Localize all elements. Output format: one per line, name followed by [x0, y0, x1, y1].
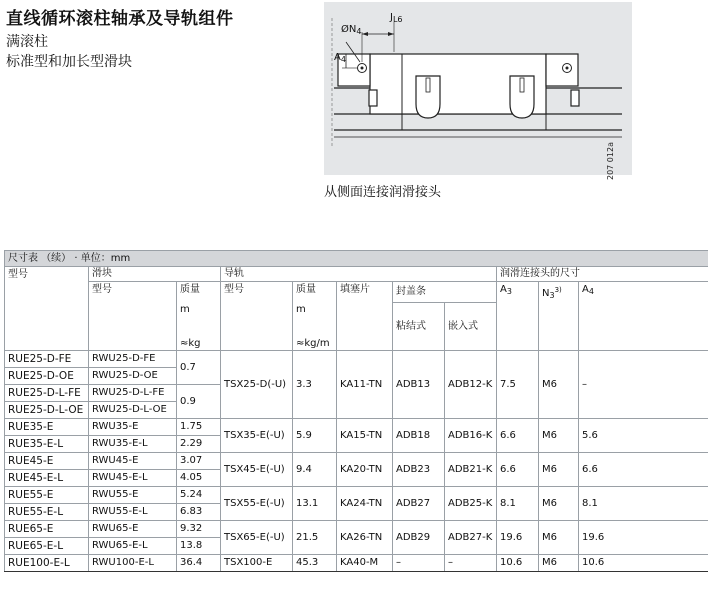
group-cover-adhesive: ADB29 — [393, 521, 445, 555]
group-a4: 6.6 — [579, 453, 708, 487]
group-a3: 6.6 — [497, 419, 539, 453]
group-rail-mass: 3.3 — [293, 351, 337, 419]
header-rail-mass: 质量 m ≈kg/m — [293, 282, 337, 351]
group-cover-embedded: ADB12-K — [445, 351, 497, 419]
header-cover-adhesive: 粘结式 — [393, 303, 445, 351]
group-filler: KA11-TN — [337, 351, 393, 419]
page-title: 直线循环滚柱轴承及导轨组件 — [6, 9, 234, 29]
group-a3: 10.6 — [497, 555, 539, 572]
row-model: RUE45-E — [5, 453, 89, 470]
row-carriage-mass: 6.83 — [177, 504, 221, 521]
group-filler: KA15-TN — [337, 419, 393, 453]
group-a3: 19.6 — [497, 521, 539, 555]
group-cover-adhesive: ADB27 — [393, 487, 445, 521]
header-a3: $A_3$ — [497, 282, 539, 351]
row-carriage: RWU100-E-L — [89, 555, 177, 572]
row-carriage: RWU45-E-L — [89, 470, 177, 487]
row-carriage-mass: 9.32 — [177, 521, 221, 538]
header-cover-strip: 封盖条 — [393, 282, 497, 303]
row-carriage-mass: 4.05 — [177, 470, 221, 487]
group-a4: 10.6 — [579, 555, 708, 572]
row-carriage: RWU25-D-OE — [89, 368, 177, 385]
header-rail: 导轨 — [221, 267, 497, 282]
row-carriage: RWU25-D-L-OE — [89, 402, 177, 419]
group-a3: 7.5 — [497, 351, 539, 419]
header-lube: 润滑连接头的尺寸 — [497, 267, 708, 282]
group-cover-adhesive: – — [393, 555, 445, 572]
group-n3: M6 — [539, 555, 579, 572]
group-rail: TSX55-E(-U) — [221, 487, 293, 521]
group-n3: M6 — [539, 521, 579, 555]
group-n3: M6 — [539, 453, 579, 487]
header-cover-embedded: 嵌入式 — [445, 303, 497, 351]
group-cover-adhesive: ADB13 — [393, 351, 445, 419]
row-carriage-mass: 2.29 — [177, 436, 221, 453]
group-filler: KA24-TN — [337, 487, 393, 521]
page-subtitle-2: 标准型和加长型滑块 — [6, 54, 132, 70]
group-rail: TSX65-E(-U) — [221, 521, 293, 555]
header-n3: $N_3^{3)}$ — [539, 282, 579, 351]
technical-drawing — [324, 2, 632, 175]
row-carriage-mass: 1.75 — [177, 419, 221, 436]
group-a3: 8.1 — [497, 487, 539, 521]
row-carriage-mass: 0.7 — [177, 351, 221, 385]
group-a4: 8.1 — [579, 487, 708, 521]
dim-label-n4: $ØN_4$ — [341, 24, 362, 36]
group-rail-mass: 9.4 — [293, 453, 337, 487]
group-a4: – — [579, 351, 708, 419]
group-n3: M6 — [539, 419, 579, 453]
group-cover-embedded: ADB21-K — [445, 453, 497, 487]
row-carriage-mass: 5.24 — [177, 487, 221, 504]
group-cover-embedded: ADB27-K — [445, 521, 497, 555]
row-model: RUE55-E-L — [5, 504, 89, 521]
row-carriage-mass: 13.8 — [177, 538, 221, 555]
row-model: RUE25-D-FE — [5, 351, 89, 368]
group-cover-embedded: – — [445, 555, 497, 572]
figure-caption: 从侧面连接润滑接头 — [324, 185, 442, 200]
row-model: RUE55-E — [5, 487, 89, 504]
row-model: RUE25-D-OE — [5, 368, 89, 385]
row-model: RUE25-D-L-FE — [5, 385, 89, 402]
header-carriage: 滑块 — [89, 267, 221, 282]
dim-label-a4: $A_4$ — [334, 52, 346, 64]
group-cover-embedded: ADB25-K — [445, 487, 497, 521]
group-rail: TSX25-D(-U) — [221, 351, 293, 419]
header-a4: $A_4$ — [579, 282, 708, 351]
group-rail: TSX35-E(-U) — [221, 419, 293, 453]
row-carriage-mass: 3.07 — [177, 453, 221, 470]
group-a4: 19.6 — [579, 521, 708, 555]
group-filler: KA26-TN — [337, 521, 393, 555]
row-carriage: RWU55-E — [89, 487, 177, 504]
row-carriage: RWU35-E — [89, 419, 177, 436]
group-filler: KA40-M — [337, 555, 393, 572]
group-n3: M6 — [539, 351, 579, 419]
figure-code: 207 012a — [606, 142, 615, 180]
group-cover-adhesive: ADB18 — [393, 419, 445, 453]
table-caption: 尺寸表 （续） · 单位：mm — [5, 251, 708, 267]
group-cover-embedded: ADB16-K — [445, 419, 497, 453]
group-cover-adhesive: ADB23 — [393, 453, 445, 487]
group-rail-mass: 45.3 — [293, 555, 337, 572]
row-carriage: RWU65-E-L — [89, 538, 177, 555]
group-rail-mass: 13.1 — [293, 487, 337, 521]
row-model: RUE35-E-L — [5, 436, 89, 453]
row-carriage-mass: 36.4 — [177, 555, 221, 572]
row-model: RUE35-E — [5, 419, 89, 436]
row-model: RUE65-E — [5, 521, 89, 538]
row-carriage-mass: 0.9 — [177, 385, 221, 419]
dim-label-l6: $J_{L6}$ — [390, 12, 403, 24]
header-filler: 填塞片 — [337, 282, 393, 351]
header-carriage-model: 型号 — [89, 282, 177, 351]
group-rail-mass: 21.5 — [293, 521, 337, 555]
group-rail-mass: 5.9 — [293, 419, 337, 453]
group-a3: 6.6 — [497, 453, 539, 487]
row-carriage: RWU25-D-FE — [89, 351, 177, 368]
row-carriage: RWU55-E-L — [89, 504, 177, 521]
header-model: 型号 — [5, 267, 89, 351]
row-carriage: RWU65-E — [89, 521, 177, 538]
row-carriage: RWU35-E-L — [89, 436, 177, 453]
header-carriage-mass: 质量 m ≈kg — [177, 282, 221, 351]
side-view-drawing — [324, 2, 632, 175]
group-a4: 5.6 — [579, 419, 708, 453]
group-rail: TSX100-E — [221, 555, 293, 572]
row-carriage: RWU45-E — [89, 453, 177, 470]
row-model: RUE45-E-L — [5, 470, 89, 487]
dimension-table — [4, 250, 708, 572]
row-model: RUE100-E-L — [5, 555, 89, 572]
row-model: RUE65-E-L — [5, 538, 89, 555]
page-subtitle-1: 满滚柱 — [6, 34, 48, 50]
row-carriage: RWU25-D-L-FE — [89, 385, 177, 402]
row-model: RUE25-D-L-OE — [5, 402, 89, 419]
group-n3: M6 — [539, 487, 579, 521]
header-rail-model: 型号 — [221, 282, 293, 351]
group-rail: TSX45-E(-U) — [221, 453, 293, 487]
group-filler: KA20-TN — [337, 453, 393, 487]
